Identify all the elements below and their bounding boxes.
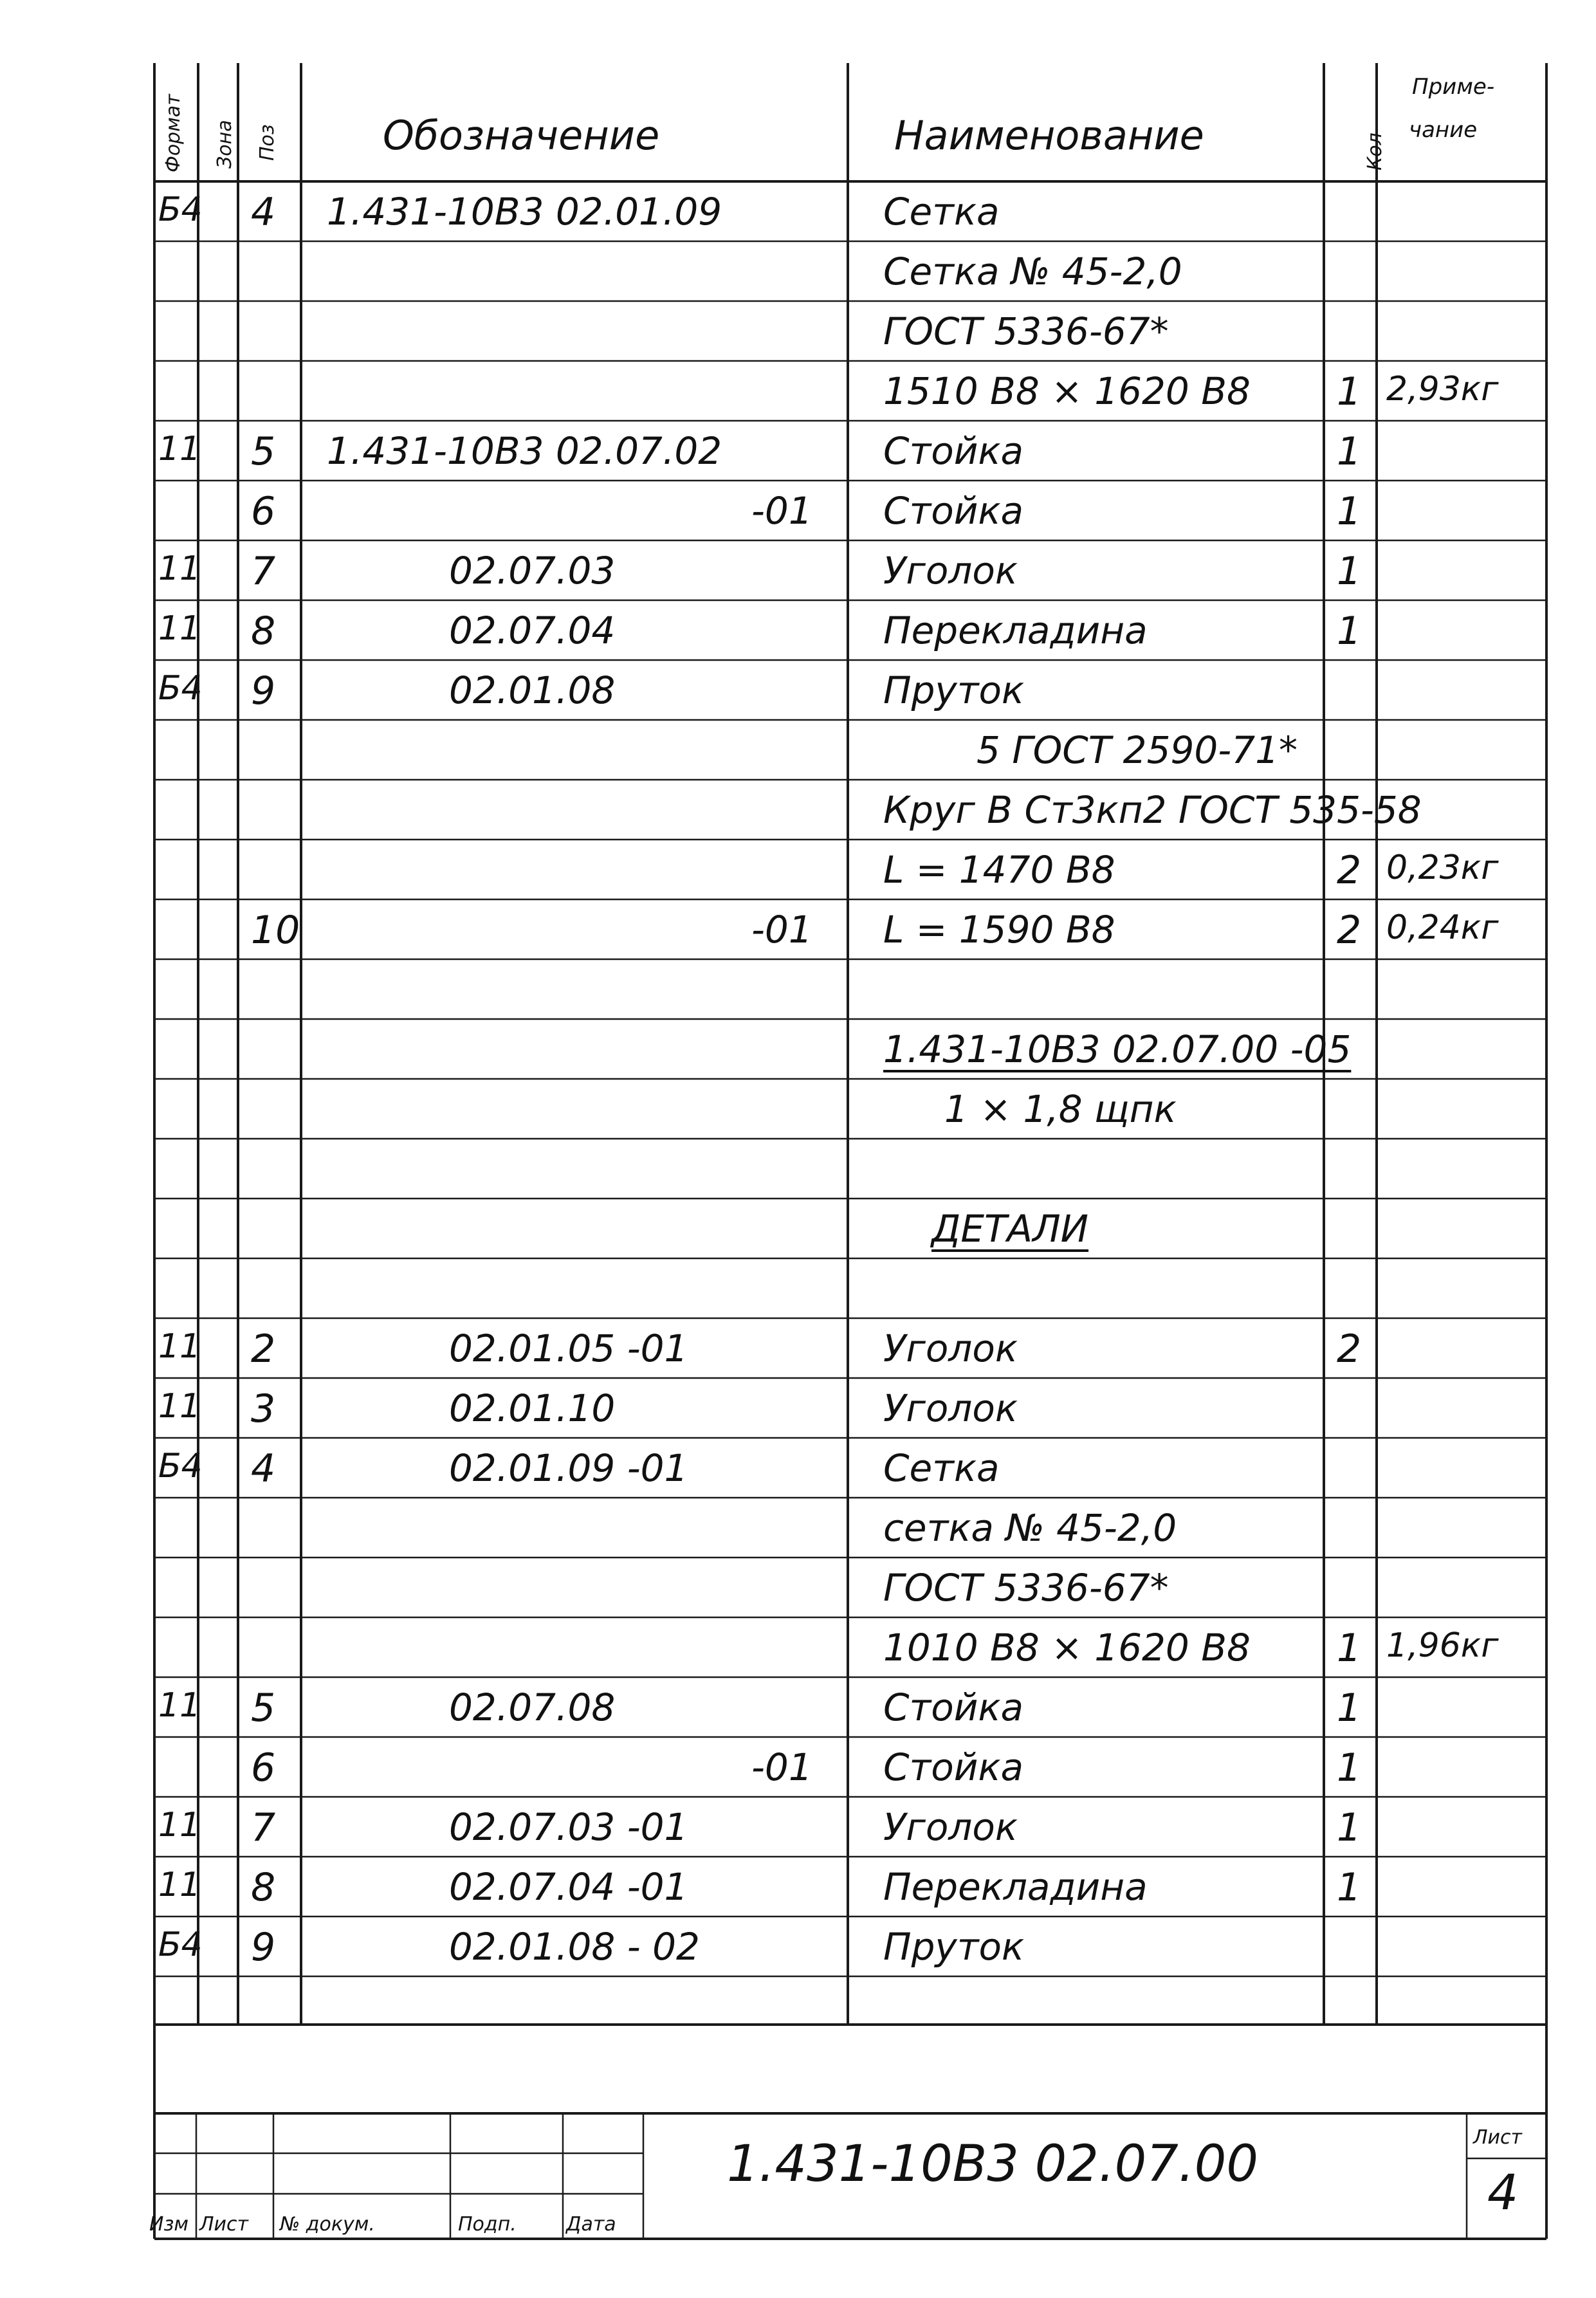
header-qty: Кол [1364,133,1386,170]
row-name: 1510 В8 × 1620 В8 [883,369,1251,413]
row-fmt: Б4 [158,669,203,708]
row-name: Стойка [883,429,1024,473]
row-fmt: Б4 [158,1926,203,1964]
row-qty: 2 [1337,1327,1362,1372]
header-name: Наименование [894,112,1204,159]
row-fmt: 11 [158,1387,201,1426]
row-des: 02.07.03 [449,549,616,593]
row-qty: 1 [1337,429,1362,474]
row-pos: 5 [251,1686,276,1731]
row-qty: 1 [1337,1745,1362,1790]
row-pos: 6 [251,1745,276,1790]
row-pos: 7 [251,549,276,594]
row-qty: 1 [1337,1686,1362,1731]
row-name: 1010 В8 × 1620 В8 [883,1626,1251,1669]
document-code: 1.431-10В3 02.07.00 [727,2135,1258,2193]
row-des: 02.01.08 - 02 [449,1925,700,1969]
row-pos: 10 [251,908,300,953]
row-name: ГОСТ 5336-67* [883,1566,1169,1610]
row-pos: 7 [251,1805,276,1850]
row-des: 02.01.10 [449,1386,616,1430]
row-name: Сетка [883,190,1000,234]
row-des: 02.01.05 -01 [449,1327,688,1370]
row-des: -01 [751,489,812,533]
row-qty: 1 [1337,549,1362,594]
row-name: Сетка [883,1446,1000,1490]
header-note-line1: Приме- [1412,74,1495,100]
sheet-number: 4 [1487,2164,1519,2221]
row-pos: 4 [251,190,276,235]
row-fmt: 11 [158,609,201,648]
row-fmt: Б4 [158,1447,203,1485]
row-name: Стойка [883,1686,1024,1729]
row-pos: 4 [251,1446,276,1491]
row-name: Пруток [883,668,1025,712]
row-fmt: 11 [158,1866,201,1904]
row-fmt: 11 [158,1806,201,1844]
title-date: Дата [566,2213,616,2236]
row-name: Уголок [883,1327,1018,1370]
row-name: 5 ГОСТ 2590-71* [977,728,1298,772]
row-note: 2,93кг [1386,370,1499,409]
row-qty: 1 [1337,489,1362,534]
row-note: 0,24кг [1386,908,1499,947]
row-des: 02.01.08 [449,668,616,712]
row-pos: 5 [251,429,276,474]
header-zone: Зона [214,120,236,169]
row-name: ГОСТ 5336-67* [883,309,1169,353]
header-pos: Поз [256,124,279,161]
row-name: ДЕТАЛИ [931,1207,1089,1251]
row-note: 1,96кг [1386,1626,1499,1665]
header-format: Формат [162,94,185,172]
row-fmt: 11 [158,549,201,588]
header-note-line2: чание [1409,117,1478,143]
row-name: Стойка [883,489,1024,533]
row-name: Уголок [883,549,1018,593]
title-doc-no: № докум. [280,2213,375,2236]
row-pos: 3 [251,1386,276,1431]
row-qty: 1 [1337,1865,1362,1910]
row-fmt: 11 [158,1327,201,1366]
row-name: Перекладина [883,609,1148,652]
sheet-label: Лист [1473,2126,1523,2149]
row-des: 1.431-10В3 02.07.02 [327,429,722,473]
row-pos: 9 [251,668,276,713]
row-pos: 9 [251,1925,276,1970]
row-des: -01 [751,1745,812,1789]
row-des: 02.07.08 [449,1686,616,1729]
row-name: Сетка № 45-2,0 [883,250,1182,293]
row-des: 1.431-10В3 02.01.09 [327,190,722,234]
title-izm: Изм [149,2213,189,2236]
row-name: 1.431-10В3 02.07.00 -05 [883,1027,1352,1071]
row-qty: 1 [1337,369,1362,414]
row-qty: 1 [1337,609,1362,654]
title-list: Лист [199,2213,249,2236]
row-name: Уголок [883,1386,1018,1430]
row-qty: 2 [1337,908,1362,953]
row-qty: 1 [1337,1626,1362,1671]
row-des: -01 [751,908,812,951]
row-name: 1 × 1,8 щпк [944,1087,1177,1131]
row-name: Уголок [883,1805,1018,1849]
row-name: Перекладина [883,1865,1148,1909]
row-qty: 1 [1337,1805,1362,1850]
row-fmt: 11 [158,430,201,468]
row-name: Пруток [883,1925,1025,1969]
row-qty: 2 [1337,848,1362,893]
row-name: Круг В Ст3кп2 ГОСТ 535-58 [883,788,1422,832]
row-name: Стойка [883,1745,1024,1789]
row-pos: 6 [251,489,276,534]
row-des: 02.01.09 -01 [449,1446,688,1490]
title-sign: Подп. [458,2213,517,2236]
row-pos: 8 [251,1865,276,1910]
row-pos: 2 [251,1327,276,1372]
row-des: 02.07.04 -01 [449,1865,688,1909]
row-note: 0,23кг [1386,849,1499,887]
row-name: L = 1590 В8 [883,908,1115,951]
row-fmt: 11 [158,1686,201,1725]
row-des: 02.07.03 -01 [449,1805,688,1849]
row-fmt: Б4 [158,190,203,229]
header-designation: Обозначение [383,112,660,159]
row-des: 02.07.04 [449,609,616,652]
row-pos: 8 [251,609,276,654]
row-name: сетка № 45-2,0 [883,1506,1177,1550]
row-name: L = 1470 В8 [883,848,1115,892]
